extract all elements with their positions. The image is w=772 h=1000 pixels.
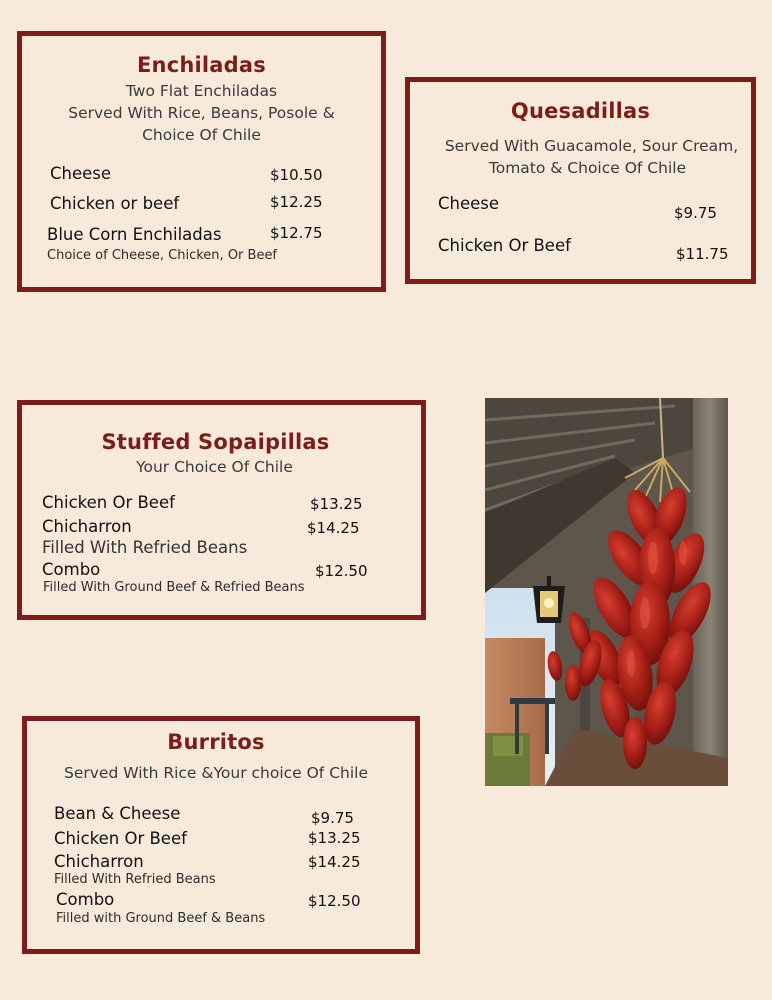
sopaipillas-item-price: $12.50 xyxy=(315,562,368,580)
enchiladas-subtitle-line-3: Choice Of Chile xyxy=(142,126,261,144)
burritos-subtitle: Served With Rice &Your choice Of Chile xyxy=(63,764,368,782)
chile-ristra-illustration xyxy=(485,398,728,786)
enchiladas-title: Enchiladas xyxy=(137,53,266,77)
sopaipillas-item-price: $14.25 xyxy=(307,519,360,537)
sopaipillas-subtitle: Your Choice Of Chile xyxy=(136,458,293,476)
enchiladas-item-note: Choice of Cheese, Chicken, Or Beef xyxy=(47,248,278,263)
enchiladas-item-price: $12.75 xyxy=(270,224,323,242)
burritos-item-note: Filled With Refried Beans xyxy=(54,872,216,887)
quesadillas-title: Quesadillas xyxy=(510,99,651,123)
quesadillas-item-price: $9.75 xyxy=(674,204,717,222)
quesadillas-subtitle-line-2: Tomato & Choice Of Chile xyxy=(488,159,687,177)
burritos-item-name: Chicken Or Beef xyxy=(54,829,187,848)
enchiladas-item-name: Cheese xyxy=(50,164,112,183)
burritos-item-price: $9.75 xyxy=(311,809,354,827)
sopaipillas-item-note: Filled With Refried Beans xyxy=(42,538,248,557)
sopaipillas-section xyxy=(17,400,426,620)
enchiladas-item-price: $12.25 xyxy=(270,193,323,211)
burritos-item-price: $14.25 xyxy=(308,853,361,871)
quesadillas-item-name: Chicken Or Beef xyxy=(438,236,571,255)
sopaipillas-item-name: Chicken Or Beef xyxy=(42,493,175,512)
enchiladas-subtitle-line-1: Two Flat Enchiladas xyxy=(125,82,278,100)
enchiladas-subtitle-line-2: Served With Rice, Beans, Posole & xyxy=(68,104,335,122)
sopaipillas-title: Stuffed Sopaipillas xyxy=(101,430,330,454)
burritos-item-note: Filled with Ground Beef & Beans xyxy=(56,911,266,926)
quesadillas-subtitle-line-1: Served With Guacamole, Sour Cream, xyxy=(444,137,739,155)
quesadillas-item-price: $11.75 xyxy=(676,245,729,263)
sopaipillas-item-name: Combo xyxy=(42,560,101,579)
sopaipillas-item-price: $13.25 xyxy=(310,495,363,513)
quesadillas-section xyxy=(405,77,756,284)
burritos-item-name: Combo xyxy=(56,890,115,909)
enchiladas-item-name: Blue Corn Enchiladas xyxy=(47,225,222,244)
sopaipillas-item-name: Chicharron xyxy=(42,517,132,536)
burritos-section xyxy=(22,716,420,954)
burritos-item-price: $12.50 xyxy=(308,892,361,910)
enchiladas-section xyxy=(17,31,386,292)
enchiladas-item-price: $10.50 xyxy=(270,166,323,184)
quesadillas-item-name: Cheese xyxy=(438,194,500,213)
burritos-title: Burritos xyxy=(167,730,265,754)
burritos-item-price: $13.25 xyxy=(308,829,361,847)
chile-ristra-photo xyxy=(485,398,728,786)
enchiladas-item-name: Chicken or beef xyxy=(50,194,180,213)
sopaipillas-item-note: Filled With Ground Beef & Refried Beans xyxy=(43,580,305,595)
burritos-item-name: Bean & Cheese xyxy=(54,804,181,823)
burritos-item-name: Chicharron xyxy=(54,852,144,871)
